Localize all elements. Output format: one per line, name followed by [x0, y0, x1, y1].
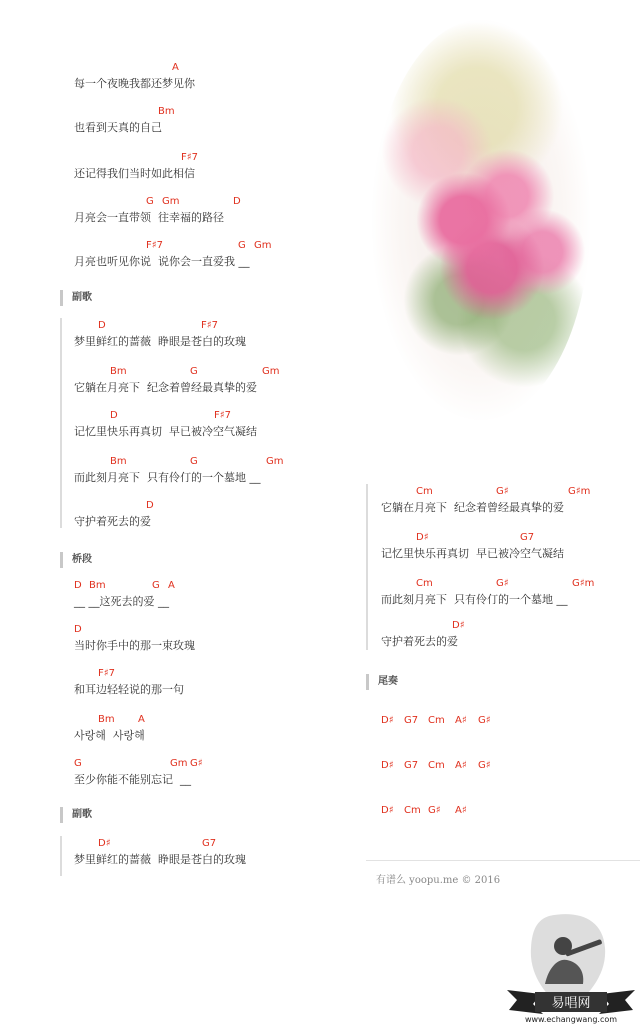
chord-label[interactable]: Cm [404, 805, 421, 816]
chord-label[interactable]: Cm [416, 578, 433, 589]
section-label-chorus-2: 副歌 [60, 808, 92, 822]
verse-line [74, 106, 374, 146]
chord-label[interactable]: G♯ [478, 760, 491, 771]
chorus-bar [60, 318, 62, 528]
chord-label[interactable]: Gm [254, 240, 272, 251]
chord-label[interactable]: Cm [428, 760, 445, 771]
chord-label[interactable]: A [138, 714, 145, 725]
chord-label[interactable]: D♯ [381, 760, 394, 771]
verse-line [74, 152, 374, 192]
bridge-line [74, 758, 374, 798]
chorus-2-bar [60, 836, 62, 876]
site-logo-icon[interactable] [505, 912, 637, 1024]
chord-label[interactable]: Bm [158, 106, 175, 117]
chord-label[interactable]: G♯ [496, 486, 509, 497]
chord-row [74, 240, 374, 254]
chord-label[interactable]: G♯ [478, 715, 491, 726]
lyric-text: 月亮会一直带领 往幸福的路径 [74, 211, 224, 224]
chord-label[interactable]: D [98, 320, 106, 331]
lyric-text: 守护着死去的爱 [74, 515, 151, 528]
chord-label[interactable]: G♯m [568, 486, 591, 497]
chorus-line [74, 410, 374, 450]
verse-line [74, 240, 374, 280]
lyric-text: 而此刻月亮下 只有伶仃的一个墓地 __ [381, 593, 568, 606]
rose-photo [372, 20, 590, 420]
bridge-line [74, 624, 374, 664]
chord-row [74, 838, 374, 852]
lyric-text: 记忆里快乐再真切 早已被冷空气凝结 [74, 425, 257, 438]
chord-label[interactable]: D♯ [98, 838, 111, 849]
chord-label[interactable]: A [172, 62, 179, 73]
chord-label[interactable]: Bm [98, 714, 115, 725]
lyric-text: 守护着死去的爱 [381, 635, 458, 648]
section-label-outro: 尾奏 [366, 675, 398, 689]
chord-label[interactable]: F♯7 [214, 410, 231, 421]
chord-label[interactable]: G7 [404, 760, 419, 771]
chord-label[interactable]: D [146, 500, 154, 511]
chord-row [74, 106, 374, 120]
chord-label[interactable]: G [238, 240, 246, 251]
chord-label[interactable]: Cm [428, 715, 445, 726]
bridge-line [74, 668, 374, 708]
chord-row [74, 196, 374, 210]
chord-row [74, 758, 374, 772]
footer-divider [366, 860, 640, 861]
chorus-line [74, 320, 374, 360]
chord-label[interactable]: A♯ [455, 760, 467, 771]
lyric-text: 而此刻月亮下 只有伶仃的一个墓地 __ [74, 471, 261, 484]
chord-label[interactable]: G [74, 758, 82, 769]
chord-label[interactable]: D [110, 410, 118, 421]
chord-label[interactable]: G♯m [572, 578, 595, 589]
right-chorus-line [381, 578, 640, 618]
chord-label[interactable]: G7 [520, 532, 535, 543]
chord-label[interactable]: F♯7 [201, 320, 218, 331]
chord-label[interactable]: D [74, 580, 82, 591]
right-chorus-line [381, 532, 640, 572]
chord-row [74, 62, 374, 76]
chord-label[interactable]: Bm [89, 580, 106, 591]
chord-row [381, 620, 640, 634]
chord-label[interactable]: D♯ [416, 532, 429, 543]
lyric-text: 和耳边轻轻说的那一句 [74, 683, 184, 696]
verse-line [74, 196, 374, 236]
right-chorus-line [381, 486, 640, 526]
chord-label[interactable]: Bm [110, 366, 127, 377]
bridge-line [74, 714, 374, 754]
footer-credit[interactable]: 有谱么 yoopu.me © 2016 [376, 875, 501, 886]
chord-row [74, 714, 374, 728]
chord-row [381, 486, 640, 500]
chord-label[interactable]: G [190, 456, 198, 467]
lyric-text: 它躺在月亮下 纪念着曾经最真挚的爱 [381, 501, 564, 514]
chorus-line [74, 500, 374, 540]
right-chorus-line [381, 620, 640, 660]
lyric-text: 也看到天真的自己 [74, 121, 162, 134]
chord-label[interactable]: D♯ [381, 805, 394, 816]
lyric-text: 它躺在月亮下 纪念着曾经最真挚的爱 [74, 381, 257, 394]
chord-label[interactable]: Gm [266, 456, 284, 467]
chorus-2-line [74, 838, 374, 878]
chord-row [74, 624, 374, 638]
chord-label[interactable]: G [190, 366, 198, 377]
chord-label[interactable]: G [146, 196, 154, 207]
chord-label[interactable]: Gm [162, 196, 180, 207]
chord-label[interactable]: F♯7 [181, 152, 198, 163]
chord-label[interactable]: Gm [262, 366, 280, 377]
chord-label[interactable]: A [168, 580, 175, 591]
chord-label[interactable]: D♯ [381, 715, 394, 726]
chord-row [74, 668, 374, 682]
chord-label[interactable]: F♯7 [146, 240, 163, 251]
chord-label[interactable]: G♯ [496, 578, 509, 589]
chord-label[interactable]: Cm [416, 486, 433, 497]
lyric-text: 사랑해 사랑해 [74, 729, 145, 742]
lyric-text: 还记得我们当时如此相信 [74, 167, 195, 180]
chord-label[interactable]: D [233, 196, 241, 207]
chord-label[interactable]: Gm [170, 758, 188, 769]
lyric-text: 记忆里快乐再真切 早已被冷空气凝结 [381, 547, 564, 560]
lyric-text: __ __这死去的爱 __ [74, 595, 169, 608]
chord-row [74, 410, 374, 424]
chord-row [74, 152, 374, 166]
section-label-chorus: 副歌 [60, 291, 92, 305]
right-chorus-bar [366, 484, 368, 650]
chord-label[interactable]: D [74, 624, 82, 635]
chord-row [381, 532, 640, 546]
chord-row [74, 500, 374, 514]
chord-label[interactable]: F♯7 [98, 668, 115, 679]
lyric-text: 月亮也听见你说 说你会一直爱我 __ [74, 255, 250, 268]
chord-label[interactable]: Bm [110, 456, 127, 467]
chord-row [381, 578, 640, 592]
chord-label[interactable]: G♯ [428, 805, 441, 816]
chord-row [74, 366, 374, 380]
chorus-line [74, 366, 374, 406]
chord-label[interactable]: D♯ [452, 620, 465, 631]
verse-line [74, 62, 374, 102]
chord-label[interactable]: A♯ [455, 805, 467, 816]
logo-url: www.echangwang.com [524, 1015, 618, 1024]
chord-label[interactable]: G7 [404, 715, 419, 726]
lyric-text: 至少你能不能别忘记 __ [74, 773, 191, 786]
chord-row [74, 580, 374, 594]
chord-label[interactable]: G♯ [190, 758, 203, 769]
chord-label[interactable]: G [152, 580, 160, 591]
lyric-text: 每一个夜晚我都还梦见你 [74, 77, 195, 90]
chord-label[interactable]: A♯ [455, 715, 467, 726]
chord-row [74, 320, 374, 334]
bridge-line [74, 580, 374, 620]
lyric-text: 当时你手中的那一束玫瑰 [74, 639, 195, 652]
chord-label[interactable]: G7 [202, 838, 217, 849]
section-label-bridge: 桥段 [60, 553, 92, 567]
logo-name: 易唱网 [551, 996, 591, 1011]
chord-row [74, 456, 374, 470]
chorus-line [74, 456, 374, 496]
lyric-text: 梦里鲜红的蔷薇 睁眼是苍白的玫瑰 [74, 853, 246, 866]
lyric-text: 梦里鲜红的蔷薇 睁眼是苍白的玫瑰 [74, 335, 246, 348]
